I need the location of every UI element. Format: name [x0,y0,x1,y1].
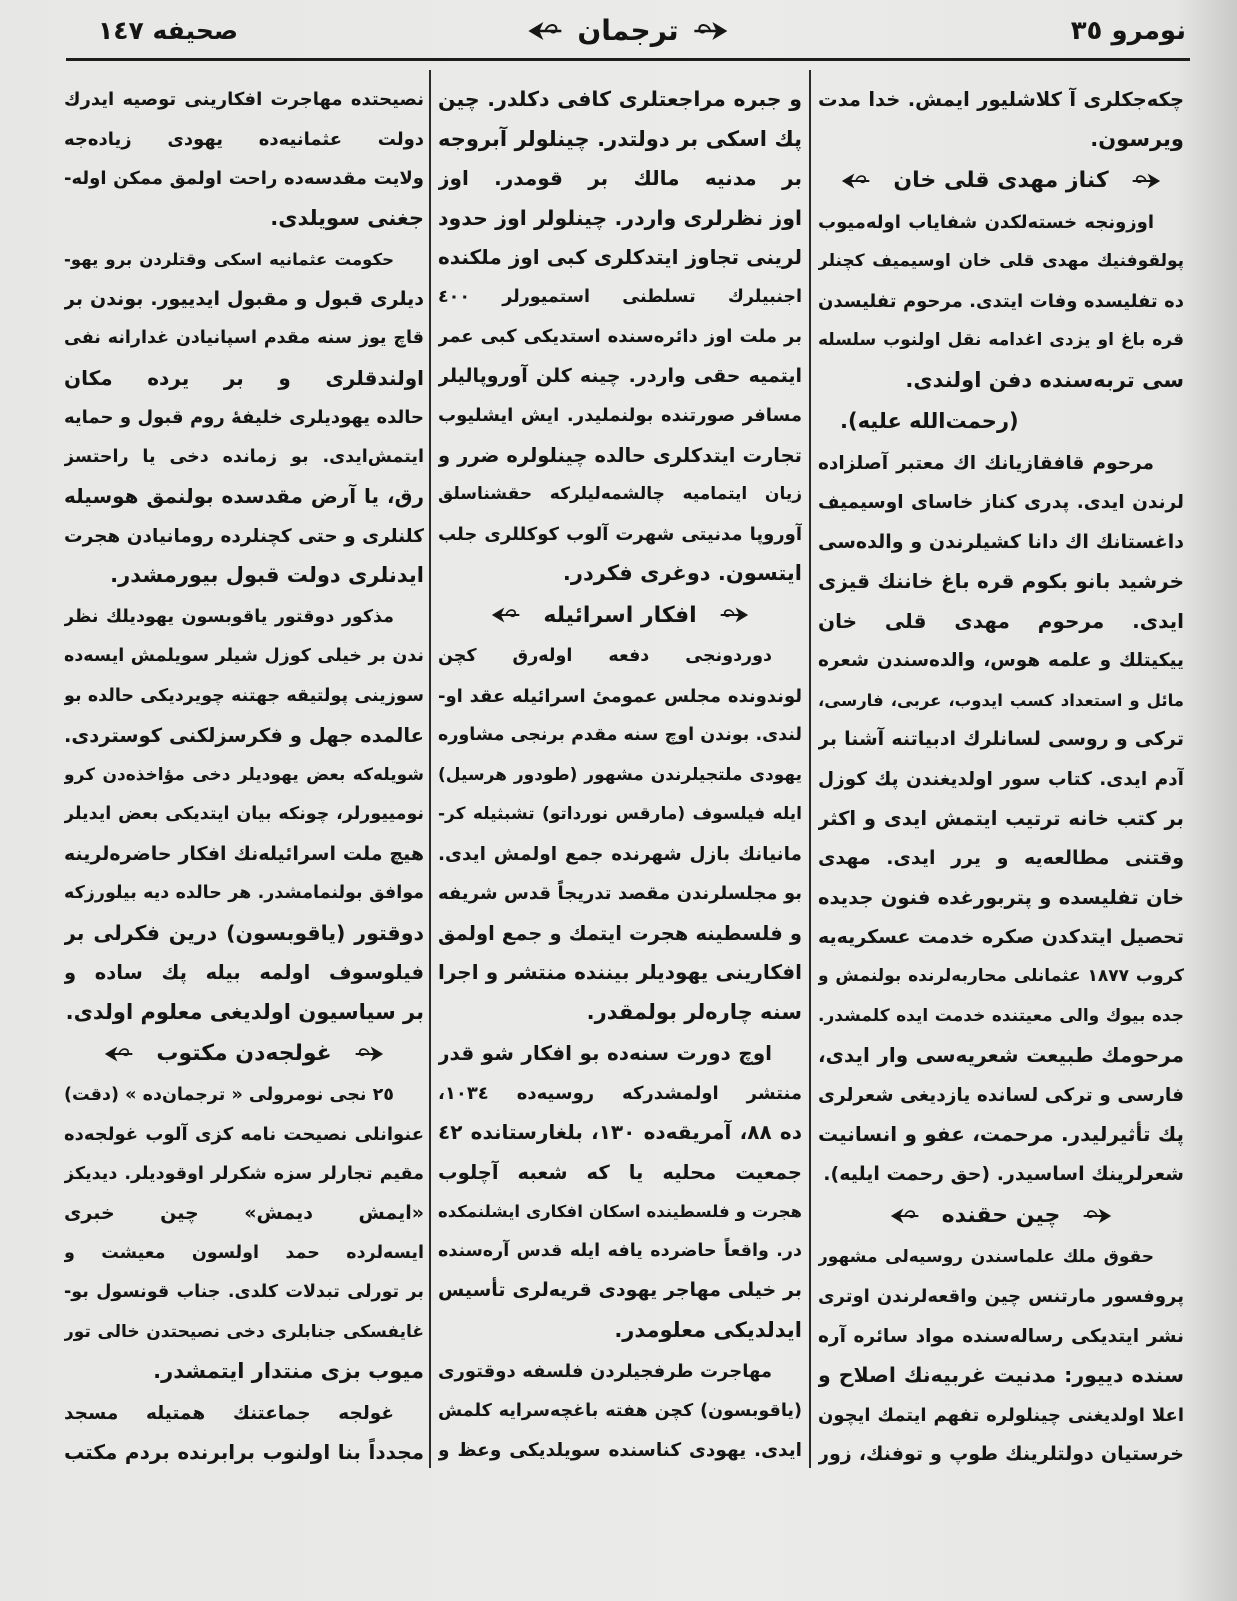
text-line: عالمده جهل و فکرسزلکنی کوستردی. [64,724,424,747]
paragraph [818,402,1184,442]
text-line: چکه‌جکلری آ کلاشلیور ایمش. خدا مدت [818,88,1184,111]
ornament-right-icon [693,20,729,42]
text-line: موافق بولنمامشدر. هر حالده دیه بیلورزکه [64,883,424,903]
masthead-title: ترجمان [577,14,679,47]
text-line: افکارینی یهودیلر بیننده منتشر و اجرا [438,960,802,984]
text-line: ایدنلری دولت قبول بیورمشدر. [110,563,424,587]
section-heading [818,161,1184,201]
text-line: ترکی و روسی لسانلرك ادبیاتنه آشنا بر [818,728,1184,750]
text-line: قره باغ او یزدی اغدامه نقل اولنوب سلسله [818,330,1184,350]
ornament-left-icon [527,20,563,42]
text-line: وقتنی مطالعه‌یه و یرر ایدی. مهدی [818,846,1184,869]
text-line: مسافر صورتنده بولنملیدر. ایش ایشلیوب [438,405,802,426]
text-line: سی تربه‌سنده دفن اولندی. [905,367,1184,392]
text-line: دولت عثمانیه‌ده یهودی زیاده‌جه [64,128,424,150]
text-line: مرحومك طبیعت شعریه‌سی وار ایدی، [818,1043,1184,1067]
text-line: سوزینی پولتیقه جهتنه چویردیکی حالده بو [64,685,424,706]
text-line: ویرسون. [1090,126,1184,151]
text-line: اعلا اولدیغنی چینلولره تفهم ایتمك ایچون [818,1404,1184,1426]
text-line: حقوق ملك علماسندن روسیه‌لی مشهور [818,1246,1154,1267]
text-line: تحصیل ایتدکدن صکره خدمت عسکریه‌یه [818,925,1184,948]
text-line: نومییورلر، چونکه بیان ایتدیکی بعض ایدیلر [64,804,424,824]
text-line: حکومت عثمانیه اسکی وقتلردن برو یهو- [64,250,394,269]
column-middle [438,80,802,1473]
issue-number-label: نومرو ٣٥ [1070,16,1186,46]
text-line: خرستیان دولتلرینك طوپ و توفنك، زور [818,1443,1184,1465]
text-line: جغنی سویلدی. [270,205,424,230]
paragraph [818,444,1184,1195]
ornament-left-icon [104,1044,134,1064]
text-line: ٢٥ نجی نومرولی « ترجمان‌ده » (دقت) [64,1084,394,1105]
paragraph [438,637,802,1032]
text-line: جده بیوك والی معیتنده خدمت ایده کلمشدر. [818,1005,1184,1026]
text-line: ایتسون. دوغری فکردر. [562,561,802,585]
text-line: مقیم تجارلر سزه شکرلر اوقودیلر. دیدیکز [64,1163,424,1184]
text-line: عنوانلی نصیحت نامه کزی آلوب غولجه‌ده [64,1124,424,1145]
text-line: شعرلرینك اساسیدر. (حق رحمت ایلیه). [823,1162,1184,1185]
text-line: سنده دییور: مدنیت غربیه‌نك اصلاح و [818,1363,1184,1387]
text-line: کروب ١٨٧٧ عثمانلی محاربه‌لرنده بولنمش و [818,966,1184,986]
text-line: پروفسور مارتنس چین واقعه‌لرندن اوتری [818,1286,1184,1307]
text-line: ایتمیه حقی واردر. چینه کلن آوروپالیلر [438,364,802,387]
text-line: اجنبیلرك تسلطنی استمیورلر ٤٠٠ [438,286,802,307]
text-line: هجرت و فلسطینده اسکان افکاری ایشلنمکده [438,1202,802,1221]
text-line: غایفسکی جنابلری دخی نصیحتدن خالی تور [64,1321,424,1342]
text-line: اوزونجه خسته‌لکدن شفایاب اوله‌میوب [818,211,1154,233]
text-line: «ایمش دیمش» چین خبری [64,1202,424,1224]
ornament-right-icon [719,605,749,625]
text-line: غولجه جماعتنك همتیله مسجد [64,1402,394,1424]
text-line: حالده یهودیلری خلیفهٔ روم قبول و حمایه [64,407,424,428]
text-line: مانیانك بازل شهرنده جمع اولمش ایدی. [438,843,802,865]
paragraph [64,1076,424,1392]
text-line: ایتمش‌ایدی. بو زمانده دخی یا راحتسز [64,446,424,467]
ornament-left-icon [491,605,521,625]
text-line: بر کتب خانه ترتیب ایتمش ایدی و اکثر [818,807,1184,830]
masthead-title-group [527,14,728,47]
text-line: ایله فیلسوف (مارقس نورداتو) تشبثیله کر- [438,804,802,824]
text-line: و فلسطینه هجرت ایتمك و جمع اولمق [438,921,802,945]
text-line: بر سیاسیون اولدیغی معلوم اولدی. [65,999,424,1024]
text-line: پك اسکی بر دولتدر. چینلولر آبروجه [438,126,802,151]
section-heading-text: کناز مهدی قلی خان [893,168,1109,194]
column-divider [809,70,811,1468]
text-line: میوب بزی منتدار ایتمشدر. [153,1359,424,1383]
text-line: هیچ ملت اسرائیله‌نك افکار حاضره‌لرینه [64,842,424,865]
section-heading-text: افکار اسرائیله [543,602,697,628]
text-line: آوروپا مدنیتی شهرت آلوب کوکللری جلب [438,523,802,545]
section-heading-text: غولجه‌دن مکتوب [156,1041,332,1067]
text-line: ایدلدیکی معلومدر. [614,1317,802,1342]
text-line: لندی. بوندن اوچ سنه مقدم برنجی مشاوره [438,725,802,745]
text-line: پك تأثیرلیدر. مرحمت، عفو و انسانیت [818,1122,1184,1146]
text-line: پولقوفنیك مهدی قلی خان اوسیمیف کچنلر [818,251,1184,271]
text-line: مجدداً بنا اولنوب برابرنده بردم مکتب [64,1440,424,1464]
section-heading [818,1196,1184,1236]
text-line: سنه چاره‌لر بولمقدر. [586,999,802,1024]
text-line: زیان ایتمامیه چالشمه‌لیلرکه حقشناسلق [438,484,802,504]
text-line: (رحمت‌الله علیه). [840,409,1019,433]
paragraph [438,1352,802,1471]
text-line: مذکور دوقتور یاقوبسون یهودیلك نظر [64,606,394,627]
text-line: کلنلری و حتی کچنلرده رومانیادن هجرت [64,525,424,547]
text-line: خرشید بانو بکوم قره باغ خاننك قیزی [818,569,1184,593]
text-line: اوز نظرلری واردر. چینلولر اوز حدود [438,205,802,230]
text-line: در. واقعاً حاضرده یافه ایله قدس آره‌سنده [438,1240,802,1261]
text-line: یهودی ملتجیلرندن مشهور (طودور هرسیل) [438,764,802,785]
text-line: نصیحتده مهاجرت افکارینی توصیه ایدرك [64,89,424,110]
text-line: اولندقلری و بر یرده مکان [64,365,424,390]
text-line: ندن بر خیلی کوزل شیلر سویلمش ایسه‌ده [64,646,424,666]
text-line: فیلوسوف اولمه بیله پك ساده و [64,961,424,984]
paragraph [818,203,1184,401]
section-heading-text: چین حقنده [941,1203,1061,1229]
text-line: جمعیت محلیه یا که شعبه آچلوب [438,1160,802,1184]
text-line: منتشر اولمشدرکه روسیه‌ده ١٠٣٤، [438,1082,802,1104]
text-line: دیلری قبول و مقبول ایدییور. بوندن بر [64,287,424,310]
text-line: بر مدنیه مالك بر قومدر. اوز [438,166,802,190]
section-heading [438,596,802,636]
column-left [64,80,424,1475]
text-line: ولایت مقدسه‌ده راحت اولمق ممکن اوله- [64,168,424,189]
text-line: تجارت ایتدکلری حالده چینلولره ضرر و [438,443,802,467]
header-rule [66,58,1190,61]
paragraph [64,80,424,238]
paragraph [438,80,802,594]
column-divider [429,70,431,1468]
ornament-left-icon [841,171,871,191]
paragraph [818,1238,1184,1475]
ornament-right-icon [1131,171,1161,191]
section-heading [64,1034,424,1074]
text-line: بر تورلی تبدلات کلدی. جناب قونسول بو- [64,1282,424,1302]
text-line: خان تفلیسده و پتربورغده فنون جدیده [818,886,1184,909]
text-line: ییکیتلك و علمه هوس، والده‌سندن شعره [818,650,1184,671]
text-line: بر ملت اوز دائره‌سنده استدیکی کبی عمر [438,326,802,347]
masthead [68,12,1188,56]
text-line: ایدی. مرحوم مهدی قلی خان [818,608,1184,633]
text-line: قاچ یوز سنه مقدم اسپانیادن غدارانه نفی [64,328,424,348]
text-line: و جبره مراجعتلری کافی دکلدر. چین [438,87,802,111]
text-line: شویله‌که بعض یهودیلر دخی مؤاخذه‌دن کرو [64,764,424,785]
text-line: لرندن ایدی. پدری کناز خاسای اوسیمیف [818,492,1184,513]
text-line: (یاقوبسون) کچن هفته باغچه‌سرایه کلمش [438,1400,802,1421]
text-line: اوچ دورت سنه‌ده بو افکار شو قدر [438,1041,772,1065]
page-number-label: صحیفه ١٤٧ [98,16,239,45]
text-line: نشر ایتدیکی رساله‌سنده مواد سائره آره [818,1325,1184,1347]
paragraph [64,598,424,1033]
text-line: ده تفلیسده وفات ایتدی. مرحوم تفلیسدن [818,290,1184,312]
text-line: ایسه‌لرده حمد اولسون معیشت و [64,1242,424,1263]
text-line: رق، یا آرض مقدسده بولنمق هوسیله [64,484,424,508]
text-line: آدم ایدی. کتاب سور اولدیغندن پك کوزل [818,768,1184,790]
ornament-right-icon [1082,1206,1112,1226]
ornament-left-icon [890,1206,920,1226]
text-line: لوندونده مجلس عمومیٔ اسرائیله عقد او- [438,685,802,707]
paragraph [64,1394,424,1473]
text-line: مائل و استعداد کسب ایدوب، عربی، فارسی، [818,690,1184,710]
text-line: دوردونجی دفعه اوله‌رق کچن [438,646,772,666]
paragraph [438,1034,802,1350]
text-line: ده ٨٨، آمریقه‌ده ١٣٠، بلغارستانده ٤٢ [438,1120,802,1144]
text-line: بو مجلسلرندن مقصد تدریجاً قدس شریفه [438,883,802,904]
text-line: ایدی. یهودی کناسنده سویلدیکی وعظ و [438,1440,802,1461]
text-line: لرینی تجاوز ایتدکلری کبی اوز ملکنده [438,245,802,269]
text-line: دوقتور (یاقوبسون) درین فکرلی بر [64,920,424,945]
paragraph [64,240,424,596]
ornament-right-icon [354,1044,384,1064]
text-line: مرحوم قافقازیانك اك معتبر آصلزاده [818,452,1154,474]
text-line: بر خیلی مهاجر یهودی قریه‌لری تأسیس [438,1279,802,1301]
text-line: مهاجرت طرفجیلردن فلسفه دوقتوری [438,1361,772,1382]
text-line: فارسی و ترکی لسانده یازدیغی شعرلری [818,1084,1184,1106]
paragraph [818,80,1184,159]
column-right [818,80,1184,1477]
text-line: داغستانك اك دانا کشیلرندن و والده‌سی [818,530,1184,553]
